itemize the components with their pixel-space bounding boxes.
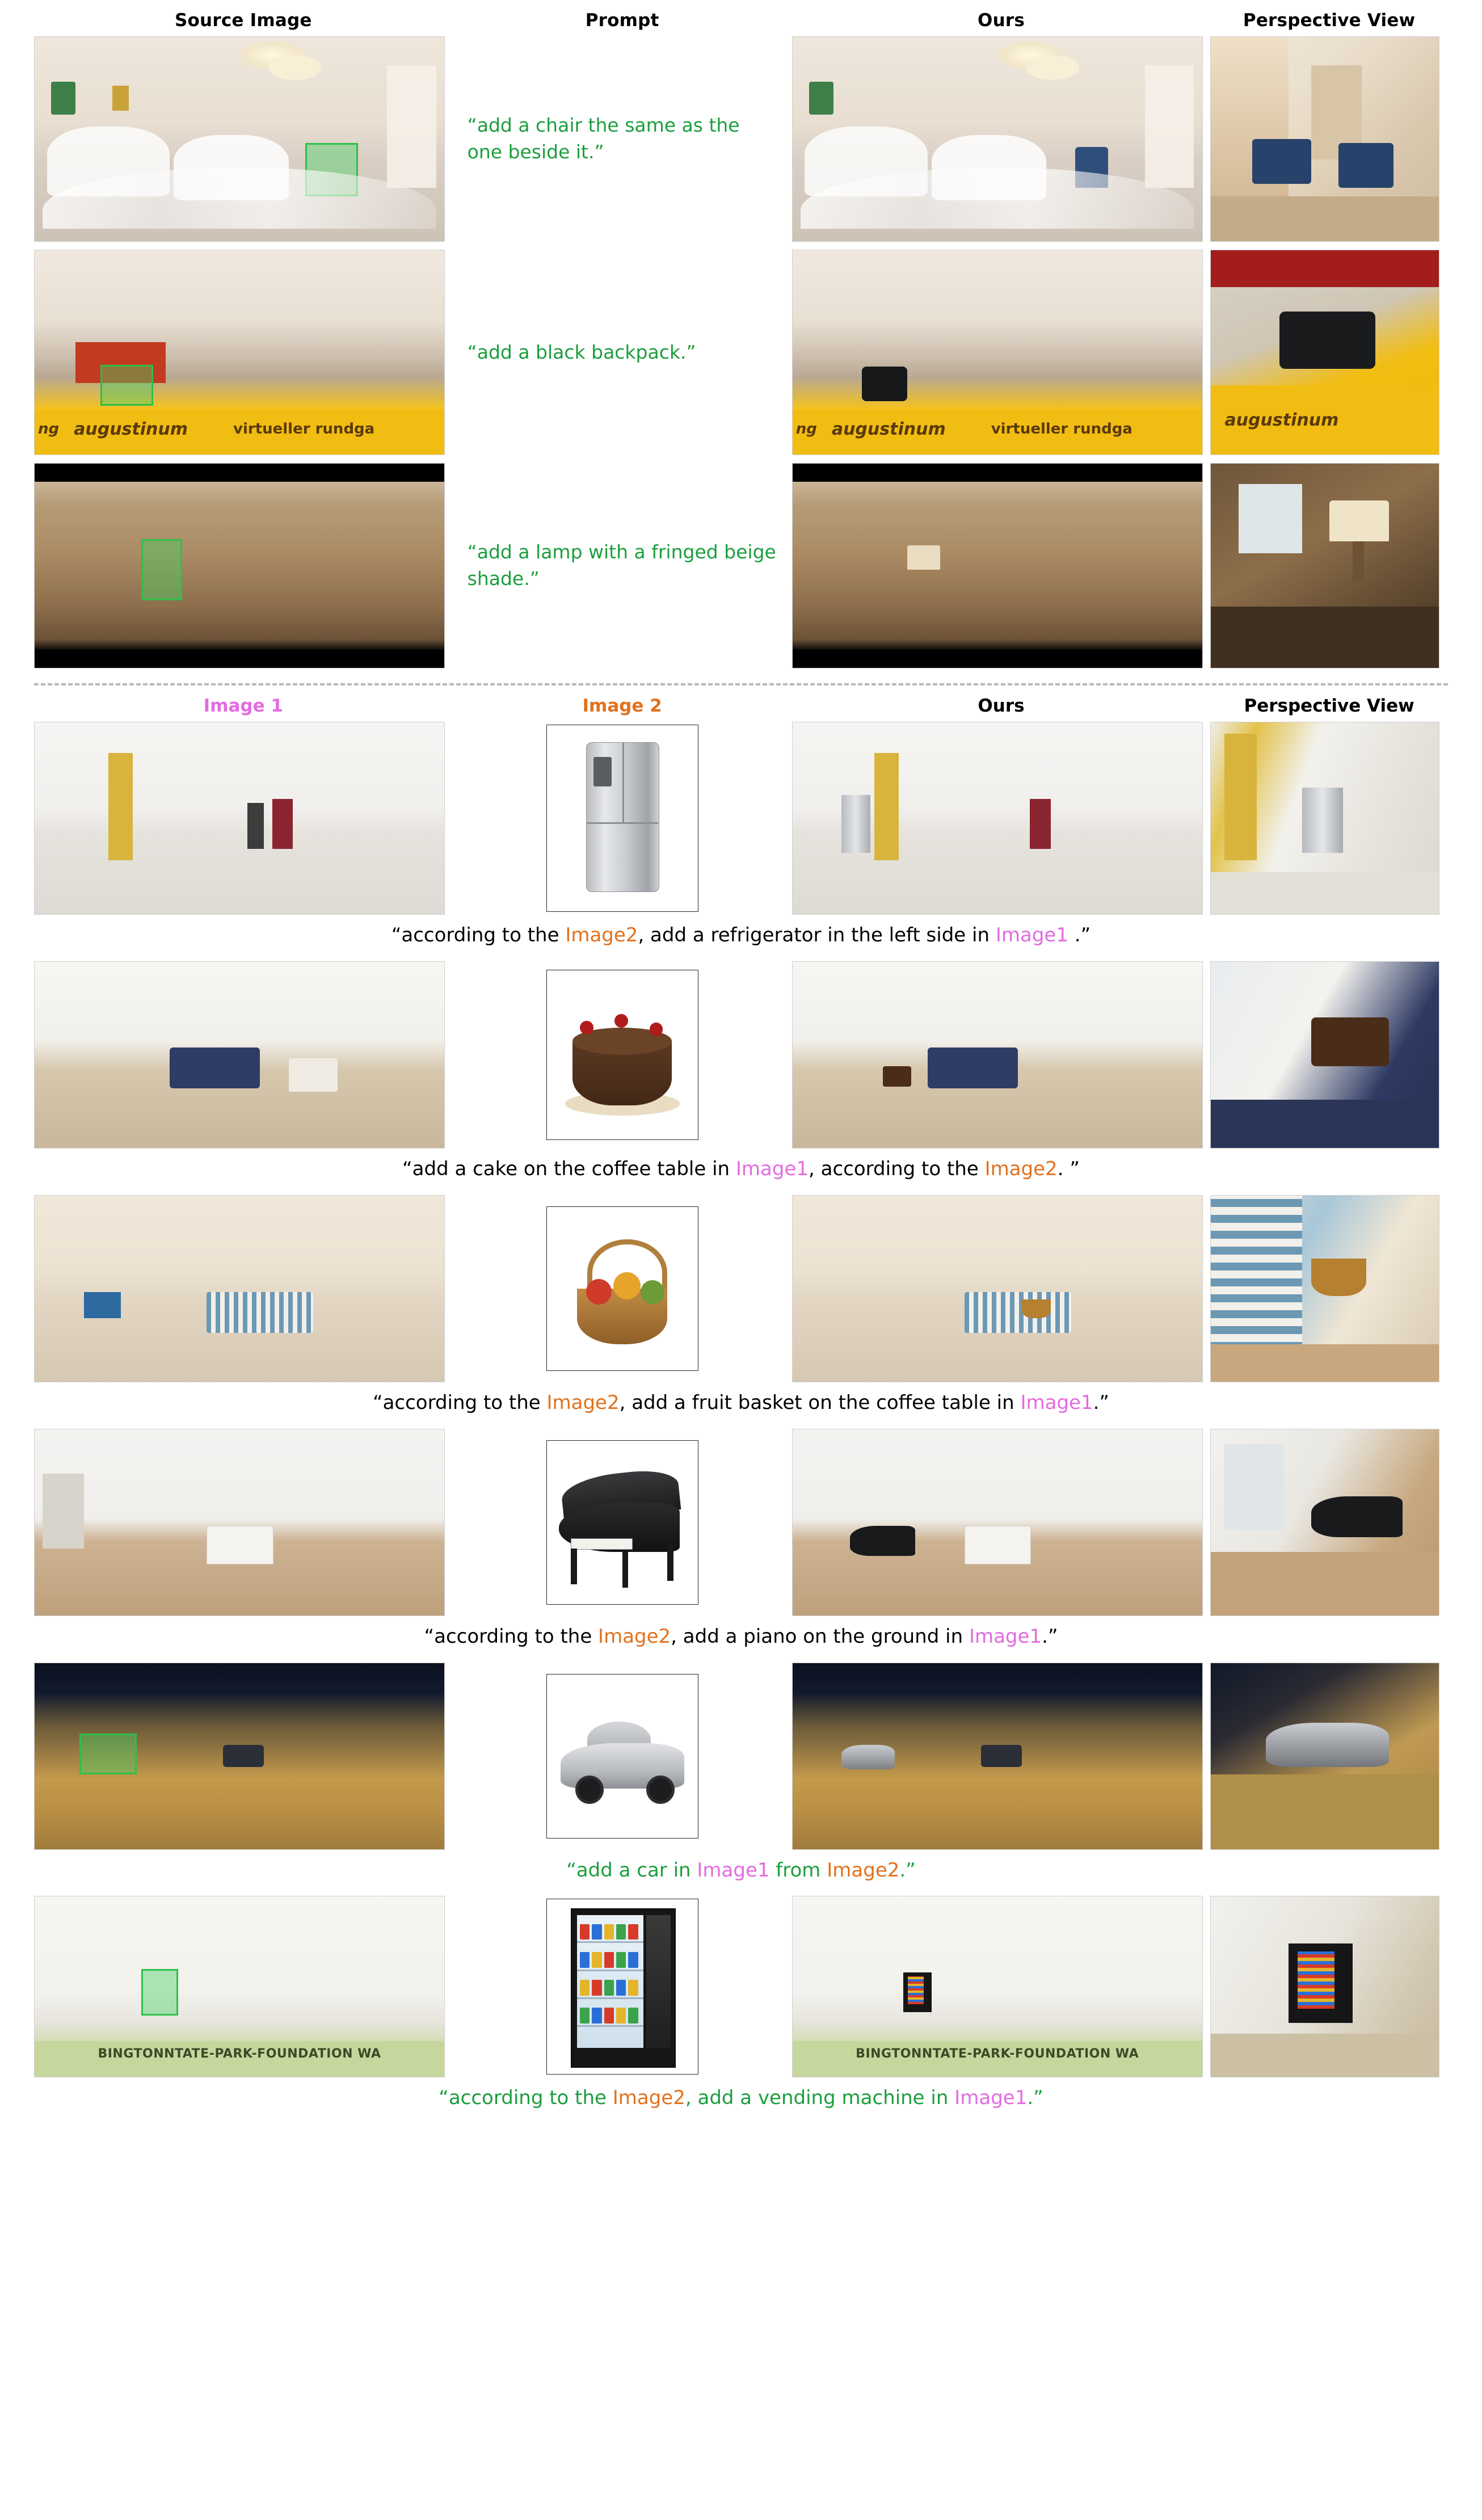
caption-vending-machine (34, 2085, 1448, 2111)
green-bounding-box (100, 365, 154, 406)
perspective-cell (1210, 1195, 1448, 1382)
image1-cell (34, 722, 453, 915)
panorama-hall-result (792, 722, 1203, 915)
green-bounding-box (305, 143, 359, 196)
ours-cell (792, 1195, 1211, 1382)
image2-cell (453, 1899, 792, 2075)
perspective-overlay (1211, 37, 1439, 241)
panorama-street-result (792, 1663, 1203, 1850)
caption-part: , add a piano on the ground in (671, 1625, 969, 1648)
caption-part: “add a cake on the coffee table in (402, 1157, 736, 1180)
banner-corridor: BINGTONNTATE-PARK-FOUNDATION WA (856, 2046, 1139, 2061)
ours-cell (792, 961, 1211, 1148)
caption-part: , add a fruit basket on the coffee table in (619, 1391, 1021, 1414)
ours-cell (792, 1896, 1211, 2077)
banner-rundgang: virtueller rundga (991, 420, 1132, 437)
panorama-overlay (35, 1896, 444, 2077)
caption-part: “add a car in (566, 1858, 697, 1882)
caption-part: “according to the (439, 2086, 613, 2110)
panorama-redroom-source (34, 250, 445, 455)
panorama-overlay (35, 962, 444, 1148)
caption-keyword-image2: Image2 (612, 2086, 685, 2110)
panorama-corridor-image1 (34, 1896, 445, 2077)
car-persp (1266, 1723, 1389, 1768)
section2-row-cake (34, 961, 1448, 1148)
source-image-cell (34, 36, 453, 242)
vending-machine-persp (1289, 1943, 1353, 2023)
panorama-cabin-source (34, 463, 445, 668)
ours-cell (792, 36, 1211, 242)
ours-cell (792, 463, 1211, 668)
caption-keyword-image2: Image2 (984, 1157, 1058, 1180)
panorama-corridor-result (792, 1896, 1203, 2077)
section2-header-row (34, 696, 1448, 716)
panorama-overlay (793, 1429, 1202, 1616)
image2-cell (453, 1440, 792, 1605)
panorama-cabin-result (792, 463, 1203, 668)
object-photo-cake (546, 970, 698, 1140)
generated-fruit-basket (1022, 1299, 1051, 1318)
perspective-view-hotel (1210, 1195, 1439, 1382)
generated-cake (883, 1066, 912, 1087)
perspective-overlay (1211, 722, 1439, 914)
caption-keyword-image2: Image2 (827, 1858, 900, 1882)
object-photo-fruit-basket (546, 1206, 698, 1371)
panorama-overlay (793, 37, 1202, 241)
perspective-overlay (1211, 1896, 1439, 2077)
perspective-cell (1210, 1663, 1448, 1850)
object-photo-refrigerator (546, 725, 698, 912)
source-image-cell (34, 463, 453, 668)
section1-row-backpack (34, 250, 1448, 455)
panorama-overlay (793, 722, 1202, 914)
prompt-cell (453, 539, 792, 592)
caption-piano (34, 1624, 1448, 1650)
caption-part: .” (899, 1858, 916, 1882)
caption-car (34, 1858, 1448, 1884)
image1-cell (34, 1896, 453, 2077)
image2-cell (453, 1206, 792, 1371)
panorama-overlay (793, 962, 1202, 1148)
lamp-shade (1329, 500, 1389, 541)
panorama-hotel-result (792, 1195, 1203, 1382)
perspective-view-hall (1210, 722, 1439, 915)
panorama-bedroom-result (792, 36, 1203, 242)
caption-part: from (769, 1858, 827, 1882)
chair-blue-2 (1338, 143, 1393, 188)
panorama-livingroom-result (792, 961, 1203, 1148)
header-perspective-view: Perspective View (1243, 10, 1416, 31)
image1-cell (34, 1663, 453, 1850)
caption-keyword-image1: Image1 (954, 2086, 1028, 2110)
ours-cell (792, 250, 1211, 455)
section1-row-lamp (34, 463, 1448, 668)
perspective-view-redroom (1210, 250, 1439, 455)
perspective-overlay (1211, 250, 1439, 455)
section2-row-fruit-basket (34, 1195, 1448, 1382)
panorama-overlay (35, 250, 444, 455)
caption-part: . ” (1057, 1157, 1080, 1180)
ours-cell (792, 1663, 1211, 1850)
section1-header-row (34, 10, 1448, 31)
image1-cell (34, 1195, 453, 1382)
generated-refrigerator (841, 795, 870, 852)
image2-cell (453, 1674, 792, 1839)
header-prompt: Prompt (585, 10, 659, 31)
panorama-street-image1 (34, 1663, 445, 1850)
caption-refrigerator (34, 923, 1448, 949)
green-bounding-box (79, 1734, 137, 1774)
header-source-image: Source Image (175, 10, 312, 31)
caption-part: “according to the (391, 924, 566, 946)
caption-keyword-image2: Image2 (565, 924, 638, 946)
object-photo-piano (546, 1440, 698, 1605)
perspective-overlay (1211, 1663, 1439, 1849)
caption-part: “according to the (372, 1391, 547, 1414)
refrigerator-persp (1302, 788, 1343, 853)
lamp-stand (1353, 541, 1364, 582)
chair-blue (1252, 139, 1312, 184)
caption-keyword-image1: Image1 (1020, 1391, 1093, 1414)
perspective-view-emptyroom (1210, 1429, 1439, 1616)
image1-cell (34, 1429, 453, 1616)
panorama-emptyroom-result (792, 1429, 1203, 1616)
caption-part: .” (1093, 1391, 1110, 1414)
green-bounding-box (141, 539, 182, 600)
perspective-cell (1210, 36, 1448, 242)
panorama-overlay (793, 464, 1202, 668)
panorama-overlay (35, 1663, 444, 1849)
caption-keyword-image2: Image2 (546, 1391, 620, 1414)
backpack-black (1279, 312, 1375, 369)
banner-ng: ng (38, 420, 60, 437)
panorama-overlay (793, 1196, 1202, 1382)
banner-augustinum-persp: augustinum (1224, 410, 1339, 430)
caption-part: , according to the (809, 1157, 985, 1180)
image2-cell (453, 725, 792, 912)
header-ours: Ours (978, 10, 1025, 31)
caption-cake (34, 1156, 1448, 1183)
perspective-overlay (1211, 1196, 1439, 1382)
ours-cell (792, 1429, 1211, 1616)
banner-ng: ng (795, 420, 817, 437)
fruit-basket-persp (1311, 1259, 1366, 1296)
header-image2: Image 2 (582, 696, 662, 716)
caption-part: , add a vending machine in (685, 2086, 955, 2110)
caption-fruit-basket (34, 1390, 1448, 1416)
caption-keyword-image2: Image2 (598, 1625, 671, 1648)
caption-part: .” (1042, 1625, 1058, 1648)
section2-row-piano (34, 1429, 1448, 1616)
perspective-view-livingroom (1210, 961, 1439, 1148)
prompt-cell (453, 112, 792, 166)
panorama-hall-image1 (34, 722, 445, 915)
banner-corridor: BINGTONNTATE-PARK-FOUNDATION WA (98, 2046, 381, 2061)
perspective-overlay (1211, 464, 1439, 668)
caption-keyword-image1: Image1 (969, 1625, 1042, 1648)
panorama-redroom-result (792, 250, 1203, 455)
perspective-view-corridor (1210, 1896, 1439, 2077)
perspective-view-bedroom (1210, 36, 1439, 242)
panorama-overlay (35, 464, 444, 668)
image1-cell (34, 961, 453, 1148)
generated-vending-machine (903, 1972, 932, 2012)
perspective-cell (1210, 463, 1448, 668)
header-image1: Image 1 (203, 696, 283, 716)
generated-backpack (862, 367, 907, 401)
generated-lamp (907, 545, 940, 570)
section2-row-refrigerator (34, 722, 1448, 915)
banner-rundgang: virtueller rundga (233, 420, 375, 437)
generated-car (841, 1745, 895, 1769)
panorama-bedroom-source (34, 36, 445, 242)
panorama-overlay (793, 1663, 1202, 1849)
panorama-emptyroom-image1 (34, 1429, 445, 1616)
perspective-view-street (1210, 1663, 1439, 1850)
caption-keyword-image1: Image1 (697, 1858, 770, 1882)
section-divider (34, 683, 1448, 685)
generated-piano (850, 1526, 916, 1555)
image2-cell (453, 970, 792, 1140)
section1-row-chair (34, 36, 1448, 242)
object-photo-car (546, 1674, 698, 1839)
panorama-hotel-image1 (34, 1195, 445, 1382)
perspective-cell (1210, 250, 1448, 455)
caption-keyword-image1: Image1 (735, 1157, 809, 1180)
prompt-text: “add a black backpack.” (467, 340, 696, 363)
ours-cell (792, 722, 1211, 915)
caption-part: , add a refrigerator in the left side in (638, 924, 996, 946)
panorama-overlay (35, 37, 444, 241)
perspective-overlay (1211, 1429, 1439, 1616)
perspective-view-cabin (1210, 463, 1439, 668)
header-perspective-view-2: Perspective View (1244, 696, 1414, 716)
section2-row-car (34, 1663, 1448, 1850)
object-photo-vending-machine (546, 1899, 698, 2075)
panorama-overlay (35, 722, 444, 914)
perspective-cell (1210, 1896, 1448, 2077)
panorama-overlay (35, 1429, 444, 1616)
prompt-text: “add a lamp with a fringed beige shade.” (467, 541, 776, 590)
banner-augustinum: augustinum (74, 419, 188, 439)
caption-part: “according to the (424, 1625, 599, 1648)
perspective-cell (1210, 1429, 1448, 1616)
caption-keyword-image1: Image1 (995, 924, 1068, 946)
caption-part: .” (1027, 2086, 1043, 2110)
green-bounding-box (141, 1969, 178, 2016)
perspective-cell (1210, 722, 1448, 915)
caption-part: .” (1068, 924, 1091, 946)
panorama-overlay (793, 1896, 1202, 2077)
perspective-overlay (1211, 962, 1439, 1148)
section2-row-vending-machine (34, 1896, 1448, 2077)
panorama-livingroom-image1 (34, 961, 445, 1148)
perspective-cell (1210, 961, 1448, 1148)
source-image-cell (34, 250, 453, 455)
banner-augustinum: augustinum (831, 419, 946, 439)
panorama-overlay (35, 1196, 444, 1382)
piano-persp (1311, 1496, 1403, 1537)
panorama-overlay (793, 250, 1202, 455)
prompt-text: “add a chair the same as the one beside it.” (467, 114, 740, 163)
cake-persp (1311, 1017, 1389, 1066)
prompt-cell (453, 339, 792, 366)
header-ours-2: Ours (978, 696, 1025, 716)
generated-chair (1075, 147, 1108, 188)
